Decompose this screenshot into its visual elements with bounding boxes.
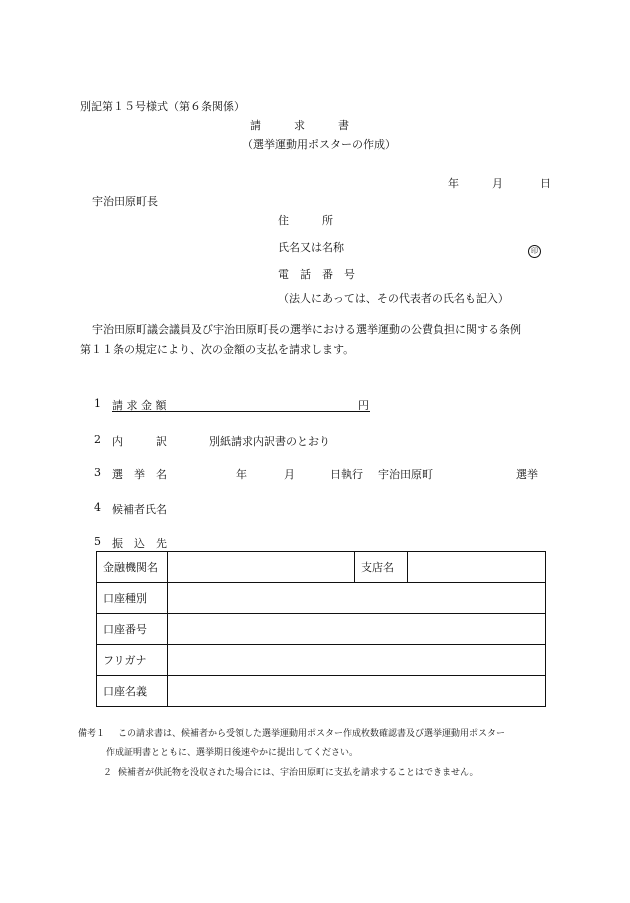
address-label: 住 所 (278, 214, 333, 227)
account-number-field[interactable] (168, 614, 546, 645)
account-holder-field[interactable] (168, 676, 546, 707)
transfer-destination-label: 振 込 先 (112, 537, 167, 550)
amount-label: 請 求 金 額 (112, 399, 167, 412)
form-code: 別記第１５号様式（第６条関係） (80, 100, 245, 113)
breakdown-value: 別紙請求内訳書のとおり (209, 435, 330, 448)
phone-label: 電 話 番 号 (278, 268, 355, 281)
account-holder-label: 口座名義 (97, 676, 168, 707)
amount-line (112, 397, 370, 412)
bank-name-field[interactable] (168, 552, 355, 583)
document-subtitle: （選挙運動用ポスターの作成） (242, 138, 396, 151)
bank-account-table (96, 551, 546, 707)
table-row (97, 676, 546, 707)
branch-name-field[interactable] (408, 552, 546, 583)
body-line-2: 第１１条の規定により、次の金額の支払を請求します。 (80, 343, 355, 356)
item-2-number: 2 (94, 433, 101, 446)
branch-name-label: 支店名 (355, 552, 408, 583)
document-title: 請 求 書 (250, 119, 349, 132)
item-4-number: 4 (94, 501, 101, 514)
table-row (97, 583, 546, 614)
breakdown-label: 内 訳 (112, 435, 167, 448)
account-type-label: 口座種別 (97, 583, 168, 614)
body-line-1: 宇治田原町議会議員及び宇治田原町長の選挙における選挙運動の公費負担に関する条例 (92, 323, 521, 336)
election-town: 宇治田原町 (378, 468, 433, 481)
note-1-line-2: 作成証明書とともに、選挙期日後速やかに提出してください。 (106, 748, 359, 758)
item-5-number: 5 (94, 535, 101, 548)
account-number-label: 口座番号 (97, 614, 168, 645)
note-1-line-1: この請求書は、候補者から受領した選挙運動用ポスター作成枚数確認書及び選挙運動用ポスター (118, 729, 506, 739)
election-day-label: 日執行 (330, 468, 363, 481)
notes-label: 備考１ (78, 729, 106, 739)
addressee: 宇治田原町長 (92, 195, 158, 208)
table-row (97, 614, 546, 645)
note-2: 候補者が供託物を没収された場合には、宇治田原町に支払を請求することはできません。 (118, 768, 479, 778)
date-month-label: 月 (492, 177, 503, 190)
note-2-number: ２ (103, 768, 113, 778)
election-suffix: 選挙 (516, 468, 538, 481)
table-row (97, 645, 546, 676)
name-label: 氏名又は名称 (278, 241, 344, 254)
date-year-label: 年 (448, 177, 459, 190)
election-month-label: 月 (284, 468, 295, 481)
representative-note: （法人にあっては、その代表者の氏名も記入） (278, 292, 509, 305)
account-type-field[interactable] (168, 583, 546, 614)
table-row (97, 552, 546, 583)
seal-icon: 印 (528, 245, 541, 258)
amount-unit: 円 (358, 399, 369, 412)
election-year-label: 年 (236, 468, 247, 481)
furigana-field[interactable] (168, 645, 546, 676)
bank-name-label: 金融機関名 (97, 552, 168, 583)
date-day-label: 日 (540, 177, 551, 190)
seal-mark (528, 238, 541, 258)
candidate-name-label: 候補者氏名 (112, 503, 167, 516)
furigana-label: フリガナ (97, 645, 168, 676)
item-3-number: 3 (94, 466, 101, 479)
election-name-label: 選 挙 名 (112, 468, 167, 481)
item-1-number: 1 (94, 397, 101, 410)
